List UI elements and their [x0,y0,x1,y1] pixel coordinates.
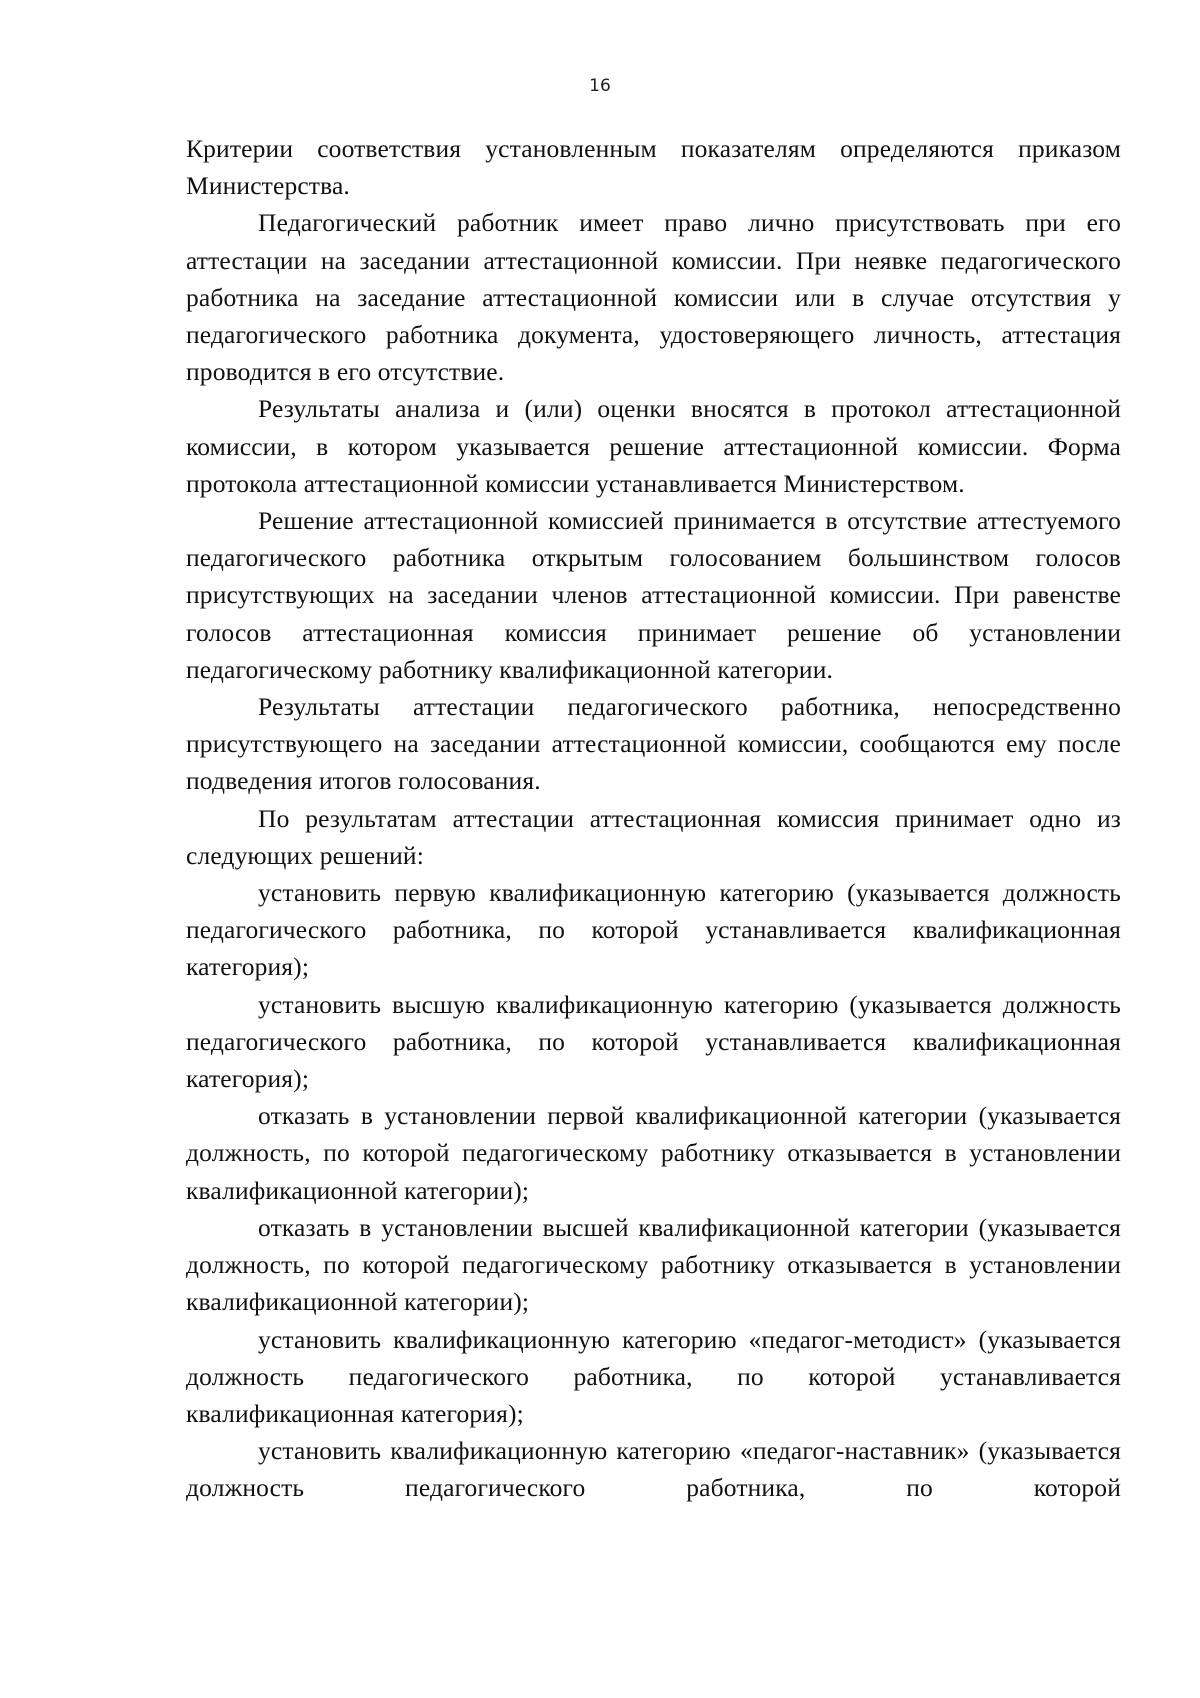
list-item-refuse-first: отказать в установлении первой квалификационной категории (указывается должность, по которой педагогическому работнику отказывается в установлении квалификационной категории); [186,1101,1121,1205]
list-item-highest-category: установить высшую квалификационную категорию (указывается должность педагогического работника, по которой устанавливается квалификационная категория); [186,989,1121,1094]
paragraph-decisions-intro: По результатам аттестации аттестационная комиссия принимает одно из следующих решений: [186,803,1121,870]
page-number: 16 [589,76,611,96]
paragraph-attendance-right: Педагогический работник имеет право лично присутствовать при его аттестации на заседании аттестационной комиссии. При неявке педагогического работника на заседание аттестационной комиссии или в случае отсутствия у педагогического работника документа, удостоверяющего личность, аттестация проводится в его отсутствие. [186,208,1121,387]
list-item-methodist: установить квалификационную категорию «педагог-методист» (указывается должность педагогического работника, по которой устанавливается квалификационная категория); [186,1324,1121,1428]
list-item-mentor: установить квалификационную категорию «педагог-наставник» (указывается должность педагогического работника, по которой [186,1436,1121,1503]
document-body [186,130,1121,1507]
paragraph-results-protocol: Результаты анализа и (или) оценки вносятся в протокол аттестационной комиссии, в котором указывается решение аттестационной комиссии. Форма протокола аттестационной комиссии устанавливается Министерством. [186,394,1121,498]
paragraph-decision-voting: Решение аттестационной комиссией принимается в отсутствие аттестуемого педагогического работника открытым голосованием большинством голосов присутствующих на заседании членов аттестационной комиссии. При равенстве голосов аттестационная комиссия принимает решение об установлении педагогическому работнику квалификационной категории. [186,506,1121,684]
list-item-first-category: установить первую квалификационную категорию (указывается должность педагогического работника, по которой устанавливается квалификационная категория); [186,878,1121,982]
list-item-refuse-highest: отказать в установлении высшей квалификационной категории (указывается должность, по которой педагогическому работнику отказывается в установлении квалификационной категории); [186,1212,1121,1317]
paragraph-criteria: Критерии соответствия установленным показателям определяются приказом Министерства. [186,134,1121,201]
paragraph-results-announcement: Результаты аттестации педагогического работника, непосредственно присутствующего на заседании аттестационной комиссии, сообщаются ему после подведения итогов голосования. [186,692,1121,796]
